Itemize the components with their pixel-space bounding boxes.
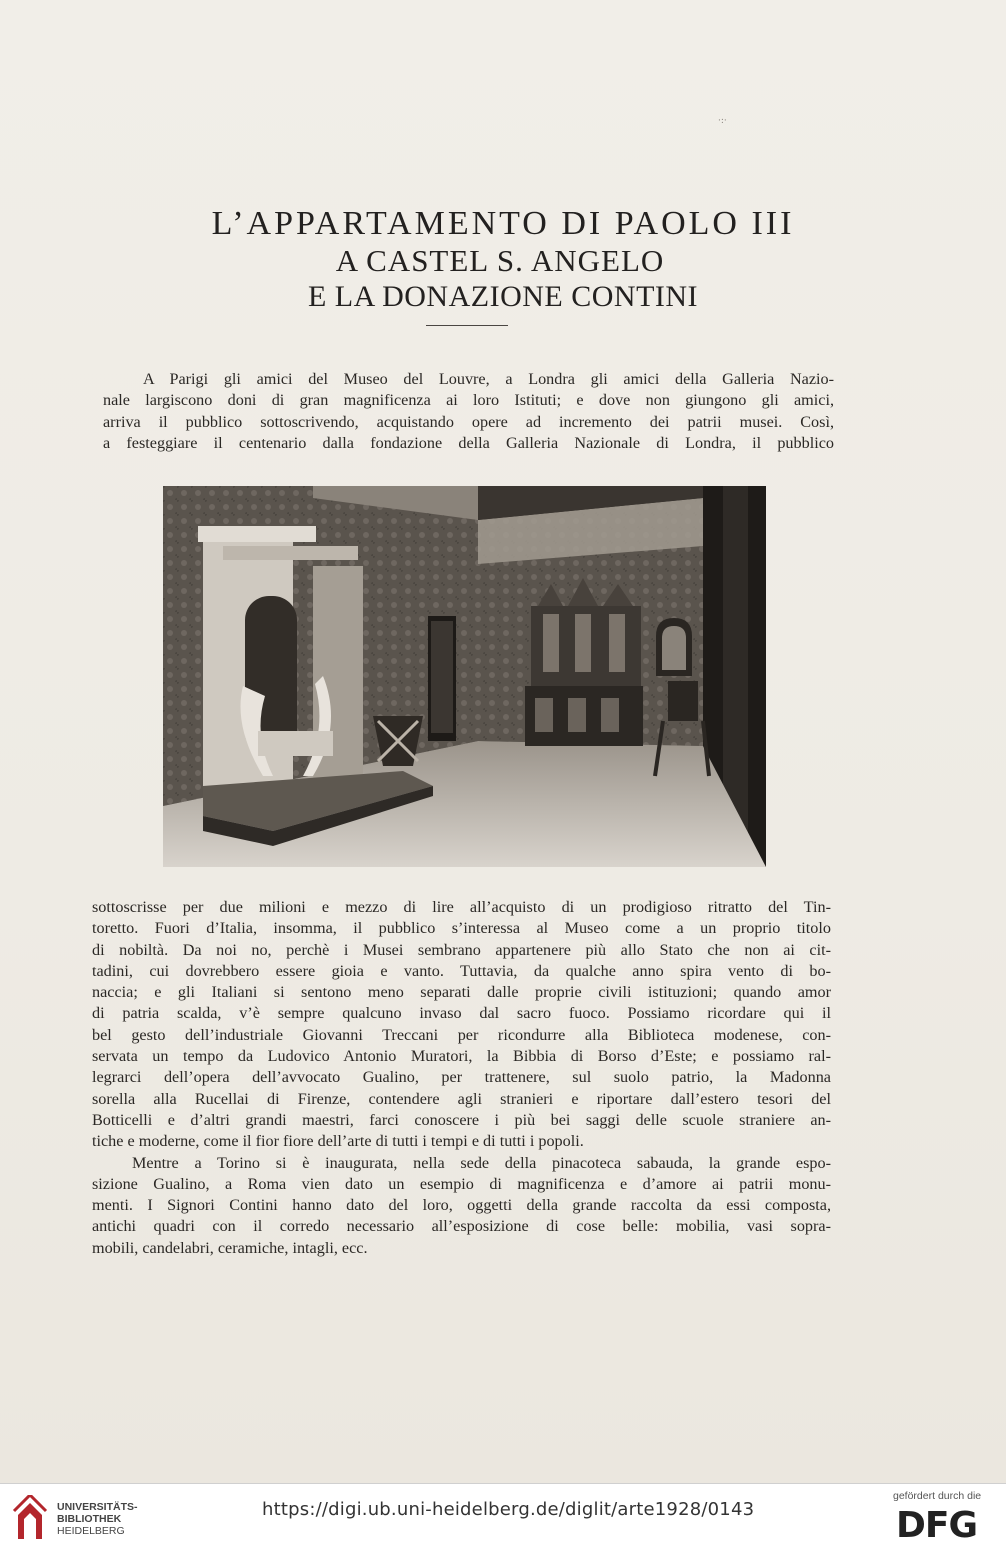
text-line: A Parigi gli amici del Museo del Louvre, a Londra gli amici della Galleria Nazio-	[143, 370, 834, 388]
text-line: di nobiltà. Da noi no, perchè i Musei sembrano appartenere più allo Stato che non ai cit-	[92, 940, 831, 959]
text-line: servata un tempo da Ludovico Antonio Muratori, la Bibbia di Borso d’Este; e possiamo ral-	[92, 1047, 831, 1066]
dfg-logo[interactable]: DFG	[896, 1505, 978, 1546]
library-name-line: UNIVERSITÄTS-	[57, 1501, 138, 1513]
library-name[interactable]	[57, 1501, 138, 1537]
title-divider	[426, 325, 508, 326]
library-name-line: HEIDELBERG	[57, 1525, 125, 1537]
text-line: legrarci dell’opera dell’avvocato Gualino, per trattenere, sul suolo patrio, la Madonna	[92, 1068, 831, 1087]
text-line: tiche e moderne, come il fior fiore dell’arte di tutti i tempi e di tutti i popoli.	[92, 1132, 584, 1151]
printer-mark: ·:·	[718, 116, 727, 126]
room-photograph-drawing	[163, 486, 766, 867]
permalink[interactable]: https://digi.ub.uni-heidelberg.de/diglit/arte1928/0143	[262, 1499, 755, 1520]
university-library-logo-icon[interactable]	[12, 1495, 48, 1541]
text-line: antichi quadri con il corredo necessario all’esposizione di cose belle: mobilia, vasi sopra-	[92, 1217, 831, 1236]
text-line: bel gesto dell’industriale Giovanni Treccani per ricondurre alla Biblioteca modenese, con-	[92, 1025, 831, 1044]
title-line-3: E LA DONAZIONE CONTINI	[307, 280, 699, 313]
text-line: mobili, candelabri, ceramiche, intagli, ecc.	[92, 1238, 368, 1257]
text-line: arriva il pubblico sottoscrivendo, acquistando opere ad incremento dei patrii musei. Così,	[103, 412, 834, 431]
text-line: sottoscrisse per due milioni e mezzo di lire all’acquisto di un prodigioso ritratto del Tin-	[92, 898, 831, 916]
text-line: menti. I Signori Contini hanno dato del loro, oggetti della grande raccolta da essi composta,	[92, 1196, 831, 1215]
library-name-line: BIBLIOTHEK	[57, 1513, 122, 1525]
funding-caption: gefördert durch die	[893, 1490, 982, 1502]
viewer-footer	[0, 1483, 1006, 1555]
text-line: a festeggiare il centenario dalla fondazione della Galleria Nazionale di Londra, il pubblico	[103, 433, 834, 452]
title-line-1: L’APPARTAMENTO DI PAOLO III	[211, 205, 795, 242]
text-line: toretto. Fuori d’Italia, insomma, il pubblico s’interessa al Museo come a un proprio titolo	[92, 919, 831, 938]
text-line: di patria scalda, v’è sempre qualcuno invaso dal sacro fuoco. Possiamo ricordare qui il	[92, 1004, 831, 1023]
paragraph-intro	[103, 369, 834, 454]
room-photograph	[163, 486, 766, 867]
text-line: tadini, cui dovrebbero essere gioia e vanto. Tuttavia, da qualche anno spira vento di bo-	[92, 961, 831, 980]
text-line: Mentre a Torino si è inaugurata, nella sede della pinacoteca sabauda, la grande espo-	[132, 1153, 831, 1172]
text-line: nale largiscono doni di gran magnificenza ai loro Istituti; e dove non giungono gli amici,	[103, 391, 834, 410]
text-line: sizione Gualino, a Roma vien dato un esempio di magnificenza e d’amore ai patrii monu-	[92, 1174, 831, 1193]
text-line: sorella alla Rucellai di Firenze, contendere agli stranieri e riportare dall’estero tesori del	[92, 1089, 831, 1108]
paragraph-main	[92, 897, 831, 1259]
text-line: Botticelli e d’altri grandi maestri, farci conoscere i più bei saggi delle scuole straniere an-	[92, 1110, 831, 1129]
title-line-2: A CASTEL S. ANGELO	[335, 243, 665, 278]
text-line: naccia; e gli Italiani si sentono meno separati dalle proprie civili istituzioni; quando amor	[92, 983, 831, 1002]
